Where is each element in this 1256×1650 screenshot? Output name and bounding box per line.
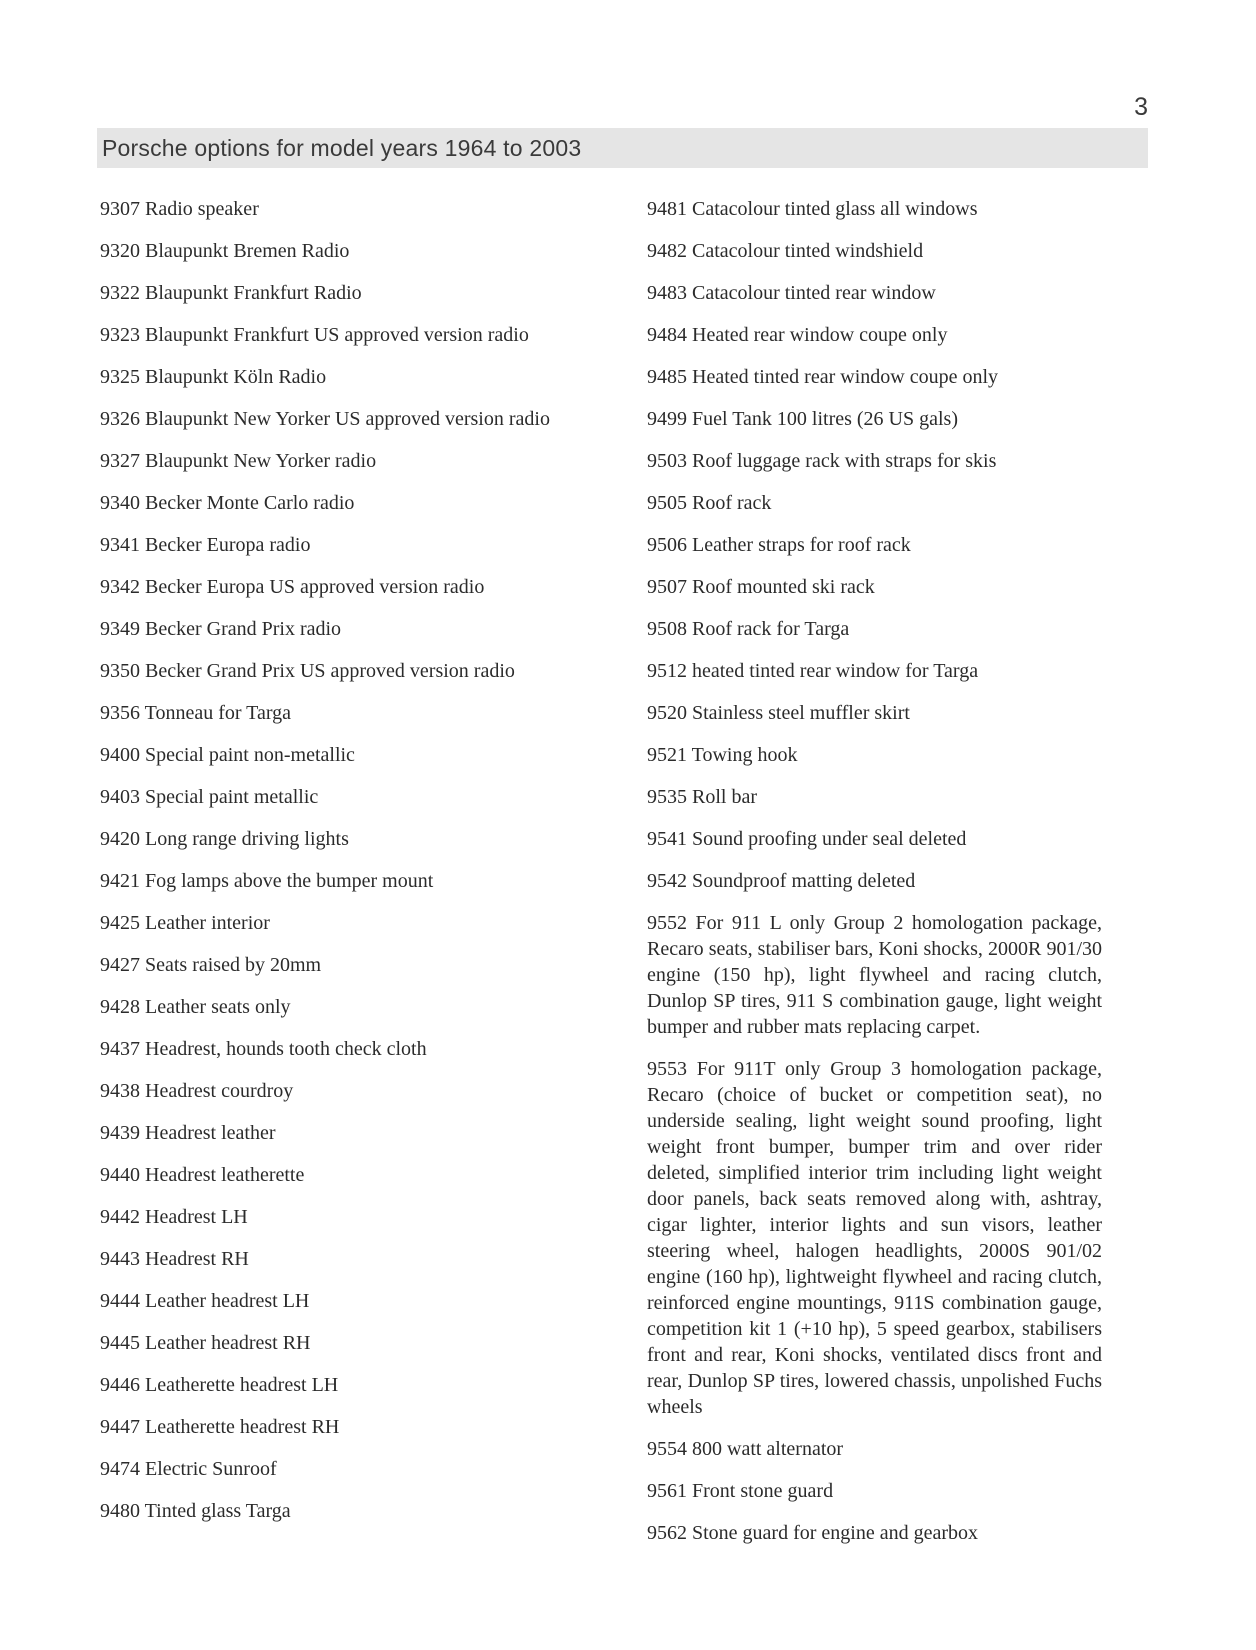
header-bar	[97, 128, 1148, 168]
option-code: 9325	[100, 366, 140, 388]
option-code: 9505	[647, 492, 687, 514]
option-description: 800 watt alternator	[692, 1438, 844, 1460]
option-description: Leatherette headrest LH	[145, 1374, 339, 1396]
option-item	[647, 280, 1102, 306]
option-description: Headrest leatherette	[145, 1164, 305, 1186]
option-code: 9439	[100, 1122, 140, 1144]
option-description: Seats raised by 20mm	[145, 954, 322, 976]
option-item	[647, 364, 1102, 390]
option-item	[100, 742, 590, 768]
option-code: 9506	[647, 534, 687, 556]
option-description: Catacolour tinted glass all windows	[692, 198, 978, 220]
option-item	[100, 952, 590, 978]
option-description: Sound proofing under seal deleted	[692, 828, 967, 850]
option-description: Roof rack	[692, 492, 772, 514]
option-description: Radio speaker	[145, 198, 259, 220]
option-description: Blaupunkt New Yorker US approved version radio	[145, 408, 550, 430]
option-code: 9482	[647, 240, 687, 262]
option-item	[647, 1436, 1102, 1462]
option-item	[100, 700, 590, 726]
option-item	[100, 910, 590, 936]
option-code: 9403	[100, 786, 140, 808]
option-description: Stainless steel muffler skirt	[692, 702, 910, 724]
option-description: Headrest, hounds tooth check cloth	[145, 1038, 427, 1060]
option-item	[100, 658, 590, 684]
option-description: Leather headrest RH	[145, 1332, 311, 1354]
option-description: Headrest leather	[145, 1122, 276, 1144]
option-description: Stone guard for engine and gearbox	[692, 1522, 979, 1544]
option-item	[647, 700, 1102, 726]
option-code: 9507	[647, 576, 687, 598]
option-description: Headrest RH	[145, 1248, 249, 1270]
option-description: For 911 L only Group 2 homologation package, Recaro seats, stabiliser bars, Koni shocks, 2000R 901/30 engine (150 hp), light flywheel and racing clutch, Dunlop SP tires, 911 S combination gauge, light weight bumper and rubber mats replacing carpet.	[647, 912, 1102, 1038]
option-code: 9349	[100, 618, 140, 640]
option-code: 9320	[100, 240, 140, 262]
option-code: 9542	[647, 870, 687, 892]
option-code: 9474	[100, 1458, 140, 1480]
option-code: 9499	[647, 408, 687, 430]
option-code: 9322	[100, 282, 140, 304]
option-description: For 911T only Group 3 homologation package, Recaro (choice of bucket or competition seat), no underside sealing, light weight sound proofing, light weight front bumper, bumper trim and over rider deleted, simplified interior trim including light weight door panels, back seats removed along with, ashtray, cigar lighter, interior lights and sun visors, leather steering wheel, halogen headlights, 2000S 901/02 engine (160 hp), lightweight flywheel and racing clutch, reinforced engine mountings, 911S combination gauge, competition kit 1 (+10 hp), 5 speed gearbox, stabilisers front and rear, Koni shocks, ventilated discs front and rear, Dunlop SP tires, lowered chassis, unpolished Fuchs wheels	[647, 1058, 1103, 1418]
option-item	[100, 1330, 590, 1356]
option-item	[100, 532, 590, 558]
option-item	[647, 574, 1102, 600]
option-item	[100, 1120, 590, 1146]
option-item	[100, 490, 590, 516]
option-code: 9350	[100, 660, 140, 682]
option-description: Heated rear window coupe only	[692, 324, 948, 346]
option-code: 9428	[100, 996, 140, 1018]
option-code: 9340	[100, 492, 140, 514]
option-code: 9520	[647, 702, 687, 724]
option-code: 9326	[100, 408, 140, 430]
option-description: Fuel Tank 100 litres (26 US gals)	[692, 408, 958, 430]
option-code: 9440	[100, 1164, 140, 1186]
option-description: Special paint metallic	[145, 786, 319, 808]
option-description: Headrest courdroy	[145, 1080, 294, 1102]
option-item	[647, 868, 1102, 894]
option-code: 9421	[100, 870, 140, 892]
option-item	[100, 826, 590, 852]
option-description: Front stone guard	[692, 1480, 834, 1502]
option-description: heated tinted rear window for Targa	[692, 660, 979, 682]
option-description: Catacolour tinted rear window	[692, 282, 936, 304]
option-description: Leather interior	[145, 912, 270, 934]
option-code: 9484	[647, 324, 687, 346]
option-code: 9356	[100, 702, 140, 724]
option-code: 9437	[100, 1038, 140, 1060]
option-item	[647, 910, 1102, 1040]
page-title: Porsche options for model years 1964 to 2003	[102, 134, 582, 161]
option-item	[647, 448, 1102, 474]
option-item	[100, 1078, 590, 1104]
option-code: 9445	[100, 1332, 140, 1354]
option-item	[647, 322, 1102, 348]
option-code: 9323	[100, 324, 140, 346]
option-code: 9400	[100, 744, 140, 766]
option-code: 9508	[647, 618, 687, 640]
option-code: 9553	[647, 1058, 687, 1080]
option-description: Roof luggage rack with straps for skis	[692, 450, 997, 472]
option-item	[100, 1204, 590, 1230]
option-item	[647, 742, 1102, 768]
option-description: Tonneau for Targa	[144, 702, 292, 724]
option-item	[100, 1288, 590, 1314]
option-item	[100, 1162, 590, 1188]
option-item	[100, 574, 590, 600]
option-item	[100, 238, 590, 264]
option-description: Electric Sunroof	[145, 1458, 277, 1480]
option-description: Headrest LH	[145, 1206, 248, 1228]
option-code: 9552	[647, 912, 687, 934]
option-code: 9503	[647, 450, 687, 472]
option-description: Blaupunkt Frankfurt US approved version radio	[145, 324, 529, 346]
option-code: 9442	[100, 1206, 140, 1228]
option-description: Leather seats only	[145, 996, 291, 1018]
option-item	[647, 616, 1102, 642]
option-code: 9512	[647, 660, 687, 682]
option-item	[647, 784, 1102, 810]
option-description: Soundproof matting deleted	[692, 870, 916, 892]
option-description: Heated tinted rear window coupe only	[692, 366, 999, 388]
option-description: Roll bar	[692, 786, 757, 808]
option-code: 9341	[100, 534, 140, 556]
option-description: Becker Grand Prix US approved version radio	[145, 660, 515, 682]
option-item	[647, 238, 1102, 264]
option-description: Leather straps for roof rack	[692, 534, 911, 556]
option-item	[100, 448, 590, 474]
option-description: Tinted glass Targa	[144, 1500, 291, 1522]
option-item	[100, 1414, 590, 1440]
option-description: Leather headrest LH	[145, 1290, 310, 1312]
option-code: 9535	[647, 786, 687, 808]
option-description: Blaupunkt Köln Radio	[145, 366, 327, 388]
options-column-left	[100, 196, 590, 1562]
option-code: 9443	[100, 1248, 140, 1270]
option-code: 9483	[647, 282, 687, 304]
option-code: 9425	[100, 912, 140, 934]
option-item	[100, 868, 590, 894]
option-description: Leatherette headrest RH	[145, 1416, 340, 1438]
option-item	[100, 994, 590, 1020]
option-item	[647, 826, 1102, 852]
option-item	[100, 406, 590, 432]
option-code: 9327	[100, 450, 140, 472]
option-description: Blaupunkt New Yorker radio	[145, 450, 377, 472]
option-item	[647, 196, 1102, 222]
option-description: Blaupunkt Frankfurt Radio	[145, 282, 362, 304]
options-column-right	[647, 196, 1102, 1562]
option-item	[100, 1498, 590, 1524]
option-code: 9541	[647, 828, 687, 850]
option-code: 9420	[100, 828, 140, 850]
option-description: Becker Grand Prix radio	[145, 618, 342, 640]
option-item	[100, 616, 590, 642]
options-columns	[100, 196, 1102, 1562]
option-item	[647, 1056, 1102, 1420]
option-item	[100, 1372, 590, 1398]
option-code: 9447	[100, 1416, 140, 1438]
option-item	[647, 658, 1102, 684]
option-description: Special paint non-metallic	[145, 744, 355, 766]
option-code: 9427	[100, 954, 140, 976]
option-description: Becker Europa US approved version radio	[145, 576, 485, 598]
option-description: Becker Monte Carlo radio	[145, 492, 355, 514]
option-item	[100, 1456, 590, 1482]
page-number: 3	[1134, 93, 1148, 121]
option-code: 9521	[647, 744, 687, 766]
option-item	[100, 364, 590, 390]
option-code: 9485	[647, 366, 687, 388]
option-code: 9307	[100, 198, 140, 220]
option-item	[100, 1246, 590, 1272]
option-code: 9446	[100, 1374, 140, 1396]
option-item	[647, 532, 1102, 558]
option-item	[100, 322, 590, 348]
option-description: Roof mounted ski rack	[692, 576, 875, 598]
option-description: Long range driving lights	[145, 828, 349, 850]
option-item	[647, 406, 1102, 432]
option-description: Towing hook	[691, 744, 798, 766]
option-item	[647, 490, 1102, 516]
option-code: 9342	[100, 576, 140, 598]
option-item	[647, 1520, 1102, 1546]
option-code: 9480	[100, 1500, 140, 1522]
option-code: 9562	[647, 1522, 687, 1544]
option-code: 9444	[100, 1290, 140, 1312]
option-item	[100, 784, 590, 810]
option-item	[100, 196, 590, 222]
option-code: 9554	[647, 1438, 687, 1460]
option-description: Fog lamps above the bumper mount	[145, 870, 434, 892]
option-code: 9481	[647, 198, 687, 220]
option-description: Roof rack for Targa	[692, 618, 850, 640]
option-description: Catacolour tinted windshield	[692, 240, 924, 262]
option-description: Blaupunkt Bremen Radio	[145, 240, 350, 262]
option-item	[100, 1036, 590, 1062]
option-item	[647, 1478, 1102, 1504]
option-code: 9438	[100, 1080, 140, 1102]
option-code: 9561	[647, 1480, 687, 1502]
option-description: Becker Europa radio	[145, 534, 311, 556]
option-item	[100, 280, 590, 306]
